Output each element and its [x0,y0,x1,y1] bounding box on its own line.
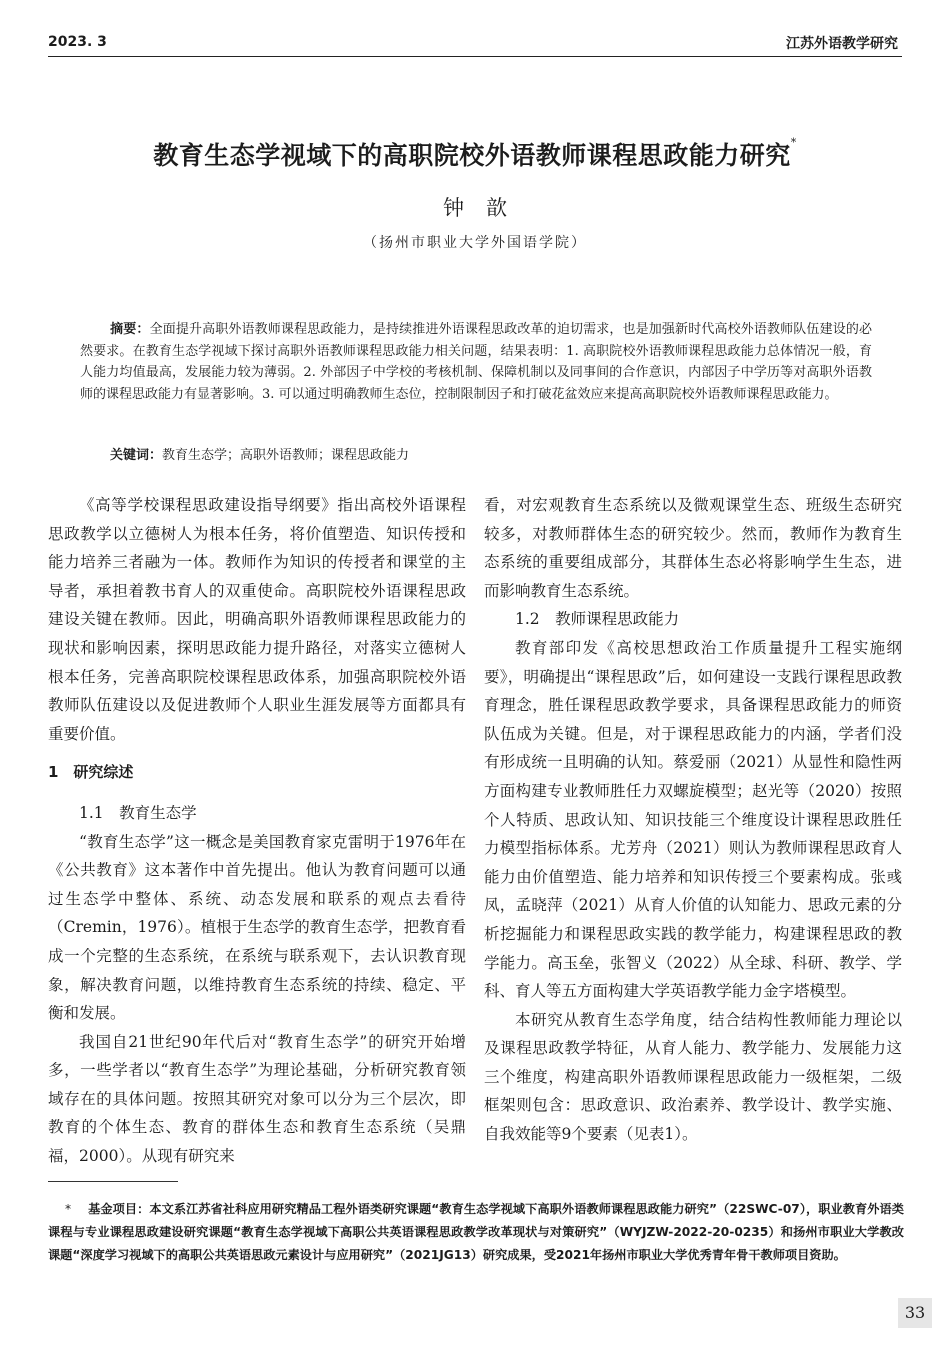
article-title [0,136,950,172]
author-affiliation: （扬州市职业大学外国语学院） [363,235,587,251]
author-name: 钟歆 [443,196,529,220]
issue-label: 2023. 3 [48,34,107,50]
section-heading-1: 1 研究综述 [48,763,134,782]
page-number: 33 [898,1298,932,1328]
footnote-text: 基金项目：本文系江苏省社科应用研究精品工程外语类研究课题“教育生态学视域下高职外语教师课程思政能力研究”（22SWC-07），职业教育外语类课程与专业课程思政建设研究课题“教育生态学视域下高职公共英语课程思政教学改革现状与对策研究”（WYJZW-2022-20-0235）和扬州市职业大学教改课题“深度学习视域下的高职公共英语思政元素设计与应用研究”（2021JG13）研究成果，受2021年扬州市职业大学优秀青年骨干教师项目资助。 [48,1202,904,1262]
footnote [48,1198,904,1267]
paragraph-1-2-b: 本研究从教育生态学角度，结合结构性教师能力理论以及课程思政教学特征，从育人能力、教学能力、发展能力这三个维度，构建高职外语教师课程思政能力一级框架，二级框架则包含：思政意识、政治素养、教学设计、教学实施、自我效能等9个要素（见表1）。 [484,1010,902,1144]
subsection-heading-1-2: 1.2 教师课程思政能力 [515,610,680,629]
keywords-text: 教育生态学；高职外语教师；课程思政能力 [162,448,410,463]
title-footnote-mark: * [790,136,797,149]
intro-paragraph: 《高等学校课程思政建设指导纲要》指出高校外语课程思政教学以立德树人为根本任务，将价值塑造、知识传授和能力培养三者融为一体。教师作为知识的传授者和课堂的主导者，承担着教书育人的双重使命。高职院校外语课程思政建设关键在教师。因此，明确高职外语教师课程思政能力的现状和影响因素，探明思政能力提升路径，对落实立德树人根本任务，完善高职院校课程思政体系，加强高职院校外语教师队伍建设以及促进教师个人职业生涯发展等方面都具有重要价值。 [48,496,466,743]
keywords-label: 关键词： [110,448,163,463]
body-column-left [48,491,466,1171]
paragraph-1-2-a: 教育部印发《高校思想政治工作质量提升工程实施纲要》，明确提出“课程思政”后，如何建设一支践行课程思政教育理念，胜任课程思政教学要求，具备课程思政能力的师资队伍成为关键。但是，对于课程思政能力的内涵，学者们没有形成统一且明确的认知。蔡爱丽（2021）从显性和隐性两方面构建专业教师胜任力双螺旋模型；赵光等（2020）按照个人特质、思政认知、知识技能三个维度设计课程思政胜任力模型指标体系。尤芳舟（2021）则认为教师课程思政育人能力由价值塑造、能力培养和知识传授三个要素构成。张彧凤，孟晓萍（2021）从育人价值的认知能力、思政元素的分析挖掘能力和课程思政实践的教学能力，构建课程思政的教学能力。高玉垒，张智义（2022）从全球、科研、教学、学科、育人等五方面构建大学英语教学能力金字塔模型。 [484,638,902,1001]
abstract [80,319,872,405]
paragraph-1-1-a: “教育生态学”这一概念是美国教育家克雷明于1976年在《公共教育》这本著作中首先提出。他认为教育问题可以通过生态学中整体、系统、动态发展和联系的观点去看待（Cremin，1976）。植根于生态学的教育生态学，把教育看成一个完整的生态系统，在系统与联系观下，去认识教育现象，解决教育问题，以维持教育生态系统的持续、稳定、平衡和发展。 [48,832,466,1023]
keywords [110,444,409,463]
subsection-heading-1-1: 1.1 教育生态学 [79,803,197,822]
abstract-text: 全面提升高职外语教师课程思政能力，是持续推进外语课程思政改革的迫切需求，也是加强新时代高校外语教师队伍建设的必然要求。在教育生态学视域下探讨高职外语教师课程思政能力相关问题，结果表明：1. 高职院校外语教师课程思政能力总体情况一般，育人能力均值最高，发展能力较为薄弱。2. 外部因子中学校的考核机制、保障机制以及同事间的合作意识，内部因子中学历等对高职外语教师的课程思政能力有显著影响。3. 可以通过明确教师生态位，控制限制因子和打破花盆效应来提高高职院校外语教师课程思政能力。 [80,322,872,402]
article-title-text: 教育生态学视域下的高职院校外语教师课程思政能力研究 [153,141,791,170]
footnote-rule [48,1181,178,1182]
abstract-label: 摘要： [110,322,150,337]
paragraph-1-1-c: 看，对宏观教育生态系统以及微观课堂生态、班级生态研究较多，对教师群体生态的研究较少。然而，教师作为教育生态系统的重要组成部分，其群体生态必将影响学生生态，进而影响教育生态系统。 [484,496,902,600]
journal-name: 江苏外语教学研究 [786,36,898,52]
header-rule [48,56,902,57]
body-column-right [484,491,902,1149]
paragraph-1-1-b: 我国自21世纪90年代后对“教育生态学”的研究开始增多，一些学者以“教育生态学”为理论基础，分析研究教育领域存在的具体问题。按照其研究对象可以分为三个层次，即教育的个体生态、教育的群体生态和教育生态系统（吴鼎福，2000）。从现有研究来 [48,1032,466,1166]
footnote-mark: * [64,1202,72,1216]
